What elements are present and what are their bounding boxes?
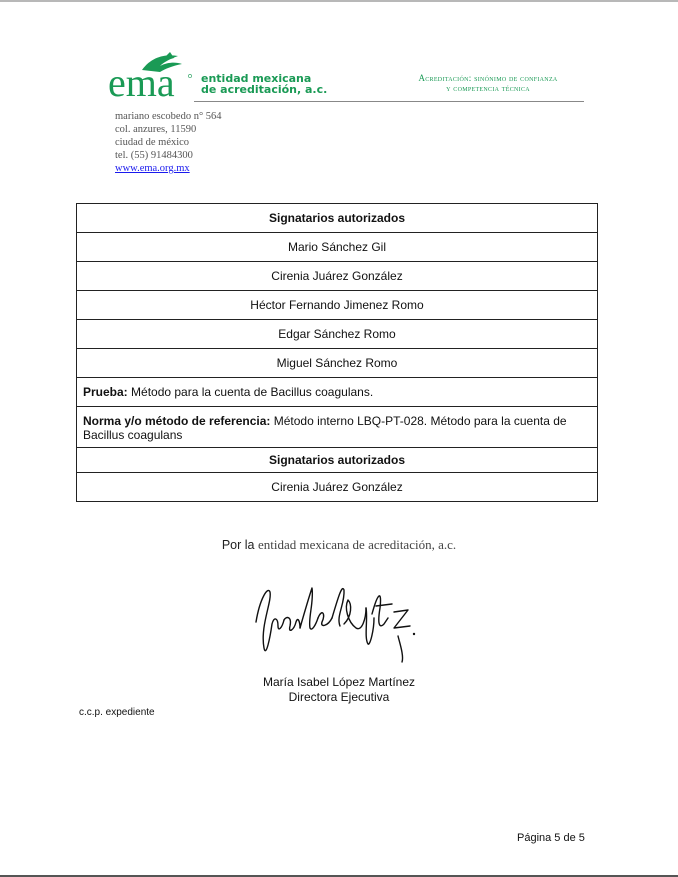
ccp-note: c.c.p. expediente: [79, 707, 155, 718]
signatory-name: Cirenia Juárez González: [77, 473, 598, 502]
table-row: [77, 378, 598, 407]
handwritten-signature: [248, 578, 423, 668]
test-value: Método para la cuenta de Bacillus coagulans.: [127, 385, 374, 399]
issued-by-line: Por la entidad mexicana de acreditación, a.c.: [221, 537, 457, 552]
address-phone: tel. (55) 91484300: [115, 150, 193, 161]
test-label: Prueba:: [83, 385, 128, 399]
table-row: [77, 407, 598, 448]
website-link[interactable]: www.ema.org.mx: [115, 163, 190, 174]
table-row: [77, 204, 598, 233]
table-row: [77, 473, 598, 502]
motto: Acreditación: sinónimo de confianza y competencia técnica: [418, 73, 558, 93]
header-rule: [194, 101, 584, 102]
reference-method-value: Método interno LBQ-PT-028. Método para la cuenta de Bacillus coagulans: [83, 414, 567, 442]
signatory-name: Miguel Sánchez Romo: [77, 349, 598, 378]
signatory-name: Edgar Sánchez Romo: [77, 320, 598, 349]
test-cell: [77, 378, 598, 407]
page-number: Página 5 de 5: [517, 832, 585, 844]
organization-name: entidad mexicana de acreditación, a.c.: [201, 72, 328, 96]
table-header-signatories: Signatarios autorizados: [77, 204, 598, 233]
signatory-name: Héctor Fernando Jimenez Romo: [77, 291, 598, 320]
table-row: [77, 448, 598, 473]
signer-title: Directora Ejecutiva: [288, 690, 390, 704]
signer-name: María Isabel López Martínez: [262, 675, 416, 689]
table-row: [77, 320, 598, 349]
table-header-signatories: Signatarios autorizados: [77, 448, 598, 473]
ema-logo: [108, 50, 194, 100]
address-block: [115, 110, 222, 175]
table-row: [77, 233, 598, 262]
reference-method-label: Norma y/o método de referencia:: [83, 414, 271, 428]
signatories-table: [76, 203, 598, 502]
table-row: [77, 349, 598, 378]
table-row: [77, 291, 598, 320]
svg-text:ema: ema: [108, 60, 175, 100]
address-city: ciudad de méxico: [115, 137, 190, 148]
signer-block: [0, 675, 678, 705]
address-colony: col. anzures, 11590: [115, 124, 197, 135]
address-street: mariano escobedo n° 564: [115, 111, 222, 122]
top-border: [0, 0, 678, 2]
reference-method-cell: [77, 407, 598, 448]
signatory-name: Cirenia Juárez González: [77, 262, 598, 291]
signatory-name: Mario Sánchez Gil: [77, 233, 598, 262]
table-row: [77, 262, 598, 291]
